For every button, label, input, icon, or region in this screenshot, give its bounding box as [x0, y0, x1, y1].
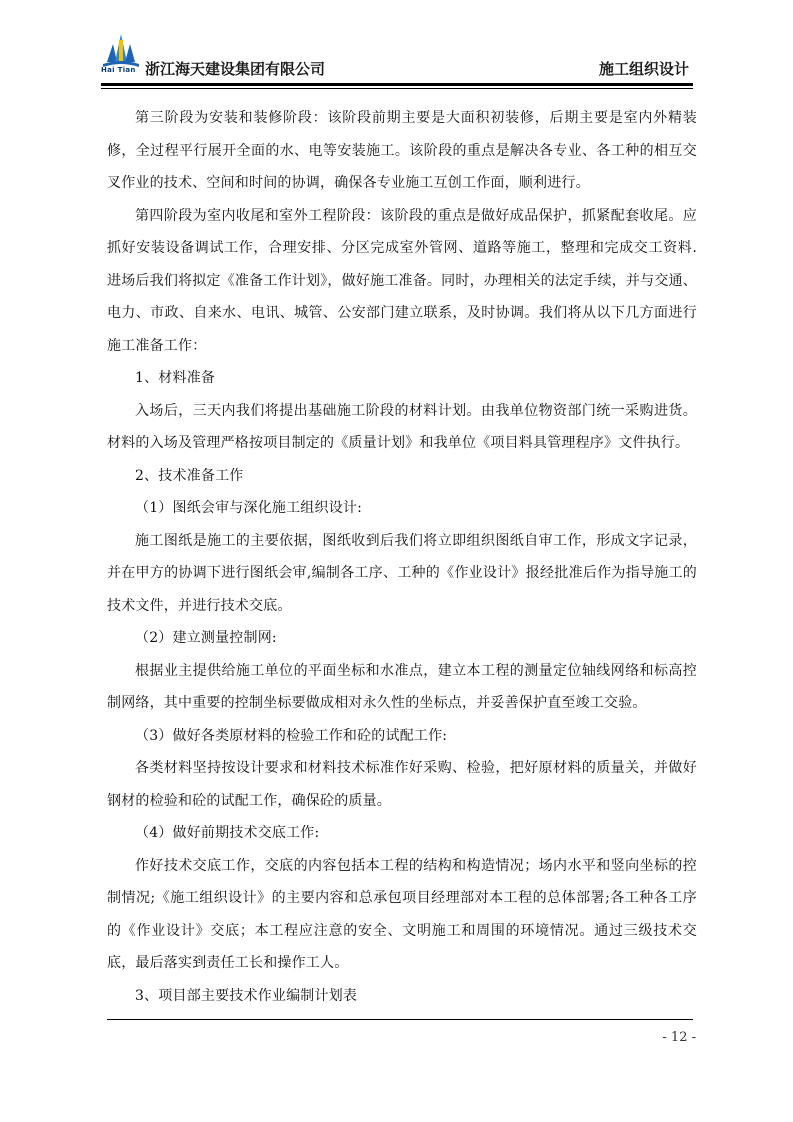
subsection-heading: （3）做好各类原材料的检验工作和砼的试配工作:: [135, 727, 448, 744]
footer-divider: [107, 1019, 693, 1020]
section-heading: 3、项目部主要技术作业编制计划表: [135, 987, 358, 1004]
paragraph: 作好技术交底工作，交底的内容包括本工程的结构和构造情况；场内水平和竖向坐标的控制情况;《施工组织设计》的主要内容和总承包项目经理部对本工程的总体部署;各工种各工序的《作业设计》交底；本工程应注意的安全、文明施工和周围的环境情况。通过三级技术交底，最后落实到责任工长和操作工人。: [107, 857, 697, 971]
paragraph: 各类材料坚持按设计要求和材料技术标准作好采购、检验，把好原材料的质量关，并做好钢材的检验和砼的试配工作，确保砼的质量。: [107, 760, 697, 809]
subsection-heading: （1）图纸会审与深化施工组织设计:: [135, 500, 363, 516]
section-heading: 2、技术准备工作: [135, 467, 244, 484]
paragraph: 入场后，三天内我们将提出基础施工阶段的材料计划。由我单位物资部门统一采购进货。材料的入场及管理严格按项目制定的《质量计划》和我单位《项目料具管理程序》文件执行。: [107, 402, 697, 451]
document-title: 施工组织设计: [598, 60, 689, 78]
paragraph: 第三阶段为安装和装修阶段：该阶段前期主要是大面积初装修，后期主要是室内外精装修，全过程平行展开全面的水、电等安装施工。该阶段的重点是解决各专业、各工种的相互交叉作业的技术、空间和时间的协调，确保各专业施工互创工作面，顺利进行。: [107, 110, 697, 191]
page-number: - 12 -: [662, 1030, 696, 1045]
section-heading: 1、材料准备: [135, 370, 216, 386]
logo-text: Hai Tian: [101, 66, 136, 74]
document-body: [107, 102, 697, 1012]
header-divider: [101, 83, 693, 89]
paragraph: 施工图纸是施工的主要依据，图纸收到后我们将立即组织图纸自审工作，形成文字记录，并在甲方的协调下进行图纸会审,编制各工序、工种的《作业设计》报经批准后作为指导施工的技术文件，并进行技术交底。: [107, 532, 697, 614]
subsection-heading: （2）建立测量控制网:: [135, 630, 277, 646]
paragraph: 第四阶段为室内收尾和室外工程阶段：该阶段的重点是做好成品保护，抓紧配套收尾。应抓好安装设备调试工作，合理安排、分区完成室外管网、道路等施工，整理和完成交工资料. 进场后我们将拟定《准备工作计划》，做好施工准备。同时，办理相关的法定手续，并与交通、电力、市政、自来水、电讯、城管、公安部门建立联系，及时协调。我们将从以下几方面进行施工准备工作：: [107, 207, 697, 354]
company-name: 浙江海天建设集团有限公司: [145, 60, 326, 78]
subsection-heading: （4）做好前期技术交底工作:: [135, 825, 320, 841]
paragraph: 根据业主提供给施工单位的平面坐标和水准点，建立本工程的测量定位轴线网络和标高控制网络，其中重要的控制坐标要做成相对永久性的坐标点，并妥善保护直至竣工交验。: [107, 662, 697, 711]
page-header: [101, 26, 693, 82]
